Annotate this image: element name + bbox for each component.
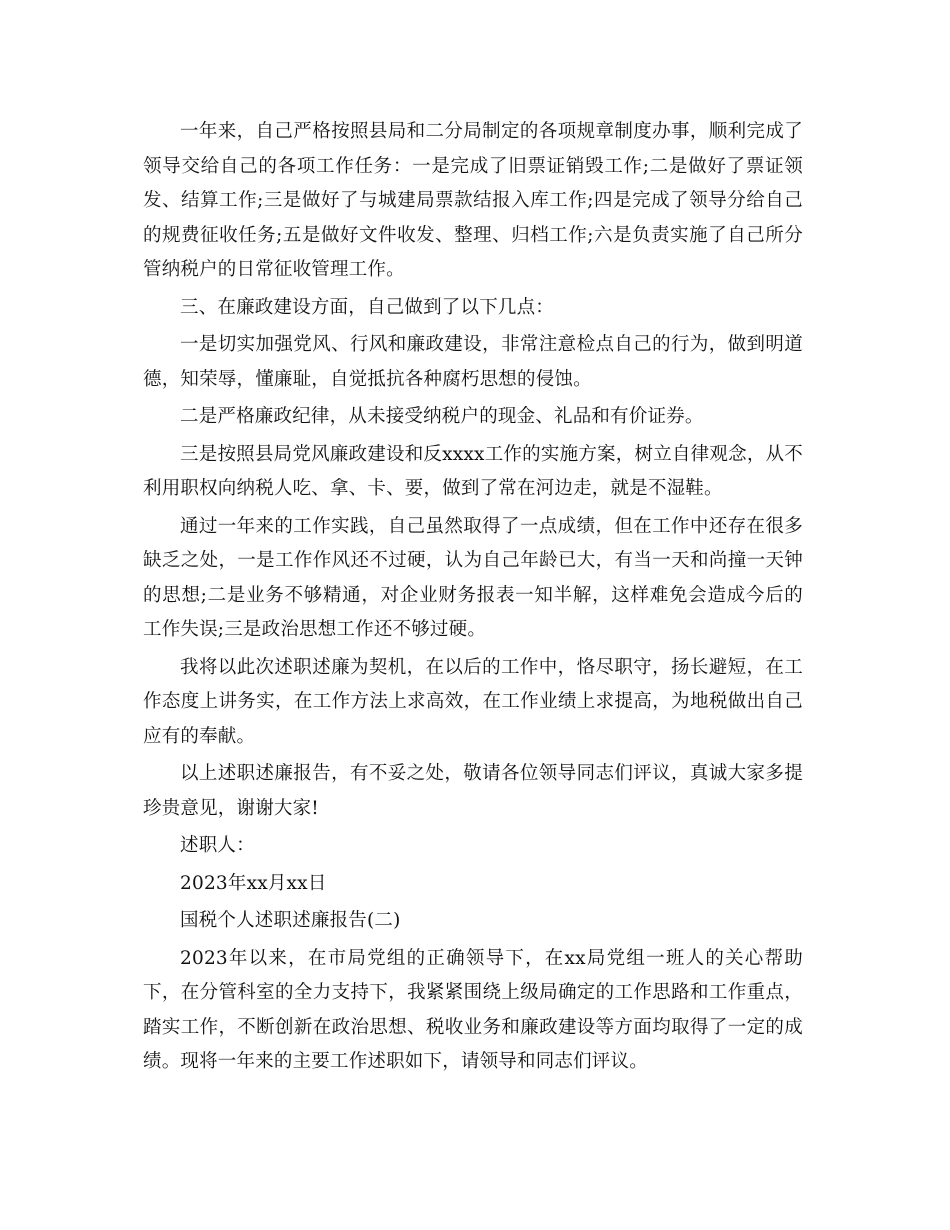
report-date: 2023年xx月xx日 xyxy=(180,872,327,894)
paragraph-shortcomings: 通过一年来的工作实践，自己虽然取得了一点成绩，但在工作中还存在很多缺乏之处，一是工作作风还不过硬，认为自己年龄已大，有当一天和尚撞一天钟的思想;二是业务不够精通，对企业财务报表一知半解，这样难免会造成今后的工作失误;三是政治思想工作还不够过硬。 xyxy=(143,515,803,640)
signature-label: 述职人： xyxy=(180,835,255,856)
paragraph-report-two-intro: 2023年以来，在市局党组的正确领导下，在xx局党组一班人的关心帮助下，在分管科室的全力支持下，我紧紧围绕上级局确定的工作思路和工作重点，踏实工作，不断创新在政治思想、税收业务和廉政建设等方面均取得了一定的成绩。现将一年来的主要工作述职如下，请领导和同志们评议。 xyxy=(143,947,803,1072)
paragraph-closing: 以上述职述廉报告，有不妥之处，敬请各位领导同志们评议，真诚大家多提珍贵意见，谢谢大家! xyxy=(143,763,803,819)
paragraph-commitment: 我将以此次述职述廉为契机，在以后的工作中，恪尽职守，扬长避短，在工作态度上讲务实，在工作方法上求高效，在工作业绩上求提高，为地税做出自己应有的奉献。 xyxy=(143,656,803,747)
document-body xyxy=(143,115,803,1083)
paragraph-point-three: 三是按照县局党风廉政建设和反xxxx工作的实施方案，树立自律观念，从不利用职权向纳税人吃、拿、卡、要，做到了常在河边走，就是不湿鞋。 xyxy=(143,443,803,499)
paragraph-point-two: 二是严格廉政纪律，从未接受纳税户的现金、礼品和有价证券。 xyxy=(180,406,704,427)
paragraph-work-summary: 一年来，自己严格按照县局和二分局制定的各项规章制度办事，顺利完成了领导交给自己的各项工作任务：一是完成了旧票证销毁工作;二是做好了票证领发、结算工作;三是做好了与城建局票款结报入库工作;四是完成了领导分给自己的规费征收任务;五是做好文件收发、整理、归档工作;六是负责实施了自己所分管纳税户的日常征收管理工作。 xyxy=(143,121,803,280)
paragraph-section-three-heading: 三、在廉政建设方面，自己做到了以下几点： xyxy=(180,296,555,318)
paragraph-point-one: 一是切实加强党风、行风和廉政建设，非常注意检点自己的行为，做到明道德，知荣辱，懂廉耻，自觉抵抗各种腐朽思想的侵蚀。 xyxy=(143,334,803,390)
report-two-title: 国税个人述职述廉报告(二) xyxy=(180,910,401,931)
